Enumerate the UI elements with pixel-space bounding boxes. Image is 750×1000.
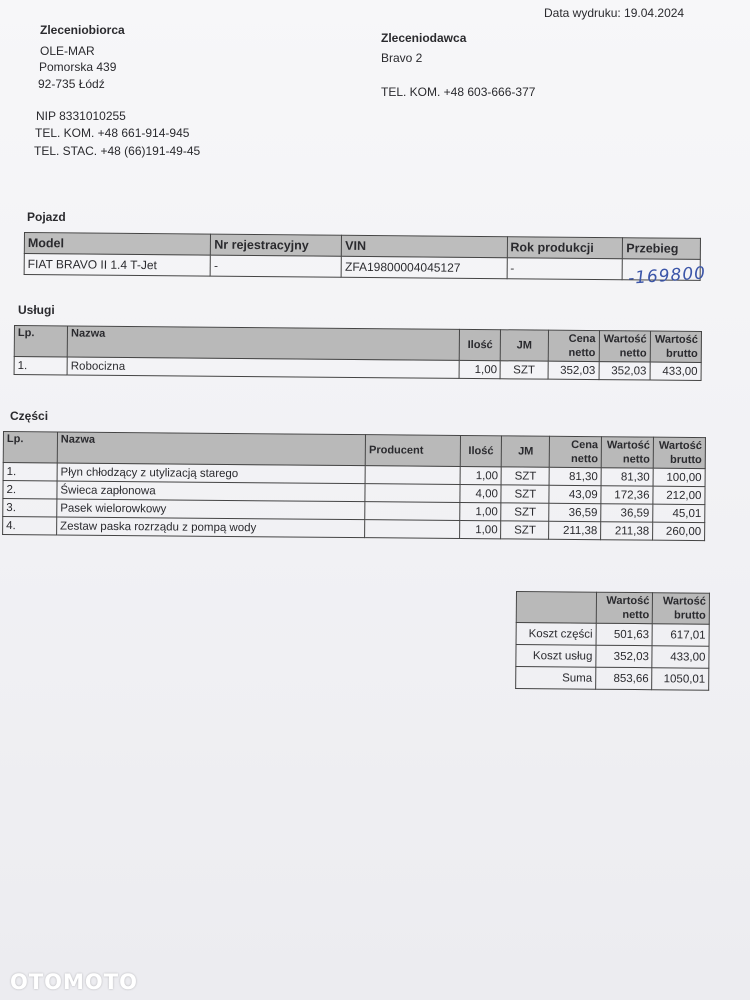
- cell-qty: 1,00: [460, 466, 502, 484]
- parts-header-producer: Producent: [365, 435, 460, 467]
- table-row: [516, 667, 709, 691]
- cell-qty: 1,00: [459, 520, 501, 538]
- contractor-name: OLE-MAR: [40, 44, 95, 58]
- cell-gross: 433,00: [650, 362, 701, 380]
- summary-net: 352,03: [596, 645, 653, 667]
- services-header-net: Wartość netto: [599, 331, 650, 362]
- cell-lp: 2.: [3, 481, 57, 499]
- summary-gross: 433,00: [652, 646, 709, 668]
- cell-lp: 3.: [3, 499, 57, 517]
- cell-net: 172,36: [601, 486, 653, 504]
- summary-gross: 1050,01: [652, 668, 709, 690]
- summary-table: [515, 591, 710, 691]
- contractor-street: Pomorska 439: [39, 60, 117, 74]
- parts-header-qty: Ilość: [460, 435, 502, 466]
- vehicle-reg: -: [210, 255, 341, 277]
- cell-price: 36,59: [549, 503, 601, 521]
- summary-net: 853,66: [596, 667, 653, 689]
- cell-gross: 45,01: [653, 504, 705, 522]
- services-header-unit: JM: [501, 330, 548, 361]
- vehicle-vin: ZFA19800004045127: [341, 256, 506, 278]
- cell-qty: 1,00: [460, 502, 502, 520]
- summary-label: Koszt części: [516, 623, 596, 646]
- table-row: [516, 623, 709, 647]
- handwritten-mileage: -169800: [627, 263, 707, 289]
- vehicle-model: FIAT BRAVO II 1.4 T-Jet: [24, 254, 211, 277]
- services-header-lp: Lp.: [14, 326, 67, 357]
- cell-name: Robocizna: [67, 357, 459, 378]
- summary-gross: 617,01: [652, 624, 709, 646]
- cell-price: 352,03: [548, 361, 599, 379]
- header-reg: Nr rejestracyjny: [211, 234, 342, 256]
- summary-label: Suma: [516, 667, 596, 690]
- cell-producer: [365, 484, 460, 503]
- summary-label: Koszt usług: [516, 645, 596, 668]
- cell-net: 36,59: [601, 504, 653, 522]
- parts-header-price: Cena netto: [550, 436, 602, 467]
- cell-lp: 4.: [3, 517, 57, 535]
- vehicle-year: -: [507, 258, 623, 280]
- cell-unit: SZT: [501, 521, 549, 539]
- cell-unit: SZT: [502, 467, 550, 485]
- services-section-title: Usługi: [18, 303, 55, 317]
- services-header-name: Nazwa: [67, 326, 459, 360]
- parts-table: [2, 431, 706, 541]
- client-title: Zleceniodawca: [381, 31, 467, 45]
- vehicle-section-title: Pojazd: [27, 210, 66, 224]
- cell-net: 352,03: [599, 362, 650, 380]
- services-header-qty: Ilość: [459, 329, 500, 360]
- cell-qty: 1,00: [459, 360, 500, 378]
- contractor-nip: NIP 8331010255: [36, 109, 126, 123]
- vehicle-row: [24, 254, 700, 281]
- parts-header-unit: JM: [502, 436, 550, 467]
- cell-name: Pasek wielorowkowy: [57, 499, 365, 520]
- cell-name: Świeca zapłonowa: [57, 481, 365, 502]
- table-row: [516, 645, 709, 669]
- summary-header-gross: Wartość brutto: [653, 593, 710, 624]
- cell-unit: SZT: [501, 503, 549, 521]
- cell-price: 211,38: [549, 521, 601, 539]
- cell-unit: SZT: [500, 361, 547, 379]
- cell-lp: 1.: [3, 463, 57, 481]
- cell-gross: 100,00: [653, 468, 705, 486]
- summary-header-blank: [516, 592, 596, 624]
- services-header-price: Cena netto: [548, 330, 599, 361]
- summary-net: 501,63: [596, 623, 653, 645]
- cell-name: Płyn chłodzący z utylizacją starego: [57, 463, 365, 484]
- vehicle-table: [24, 232, 701, 281]
- cell-gross: 212,00: [653, 486, 705, 504]
- cell-gross: 260,00: [653, 522, 705, 540]
- parts-header-net: Wartość netto: [601, 437, 653, 468]
- contractor-title: Zleceniobiorca: [40, 23, 125, 37]
- summary-header-net: Wartość netto: [596, 592, 653, 623]
- cell-price: 81,30: [549, 467, 601, 485]
- cell-net: 211,38: [601, 522, 653, 540]
- client-name: Bravo 2: [381, 51, 423, 65]
- print-date: Data wydruku: 19.04.2024: [544, 6, 685, 20]
- cell-name: Zestaw paska rozrządu z pompą wody: [57, 517, 365, 538]
- cell-unit: SZT: [501, 485, 549, 503]
- parts-header-gross: Wartość brutto: [653, 437, 705, 468]
- header-year: Rok produkcji: [507, 237, 623, 259]
- client-tel-kom: TEL. KOM. +48 603-666-377: [381, 85, 536, 99]
- services-header-gross: Wartość brutto: [650, 331, 701, 362]
- contractor-tel-kom: TEL. KOM. +48 661-914-945: [35, 126, 190, 140]
- summary-table-header: [516, 592, 709, 625]
- header-mileage: Przebieg: [623, 238, 701, 260]
- cell-producer: [365, 466, 460, 485]
- cell-producer: [365, 502, 460, 521]
- cell-qty: 4,00: [460, 484, 502, 502]
- header-vin: VIN: [342, 235, 507, 257]
- contractor-tel-stac: TEL. STAC. +48 (66)191-49-45: [34, 144, 201, 158]
- parts-header-name: Nazwa: [57, 432, 366, 466]
- contractor-city: 92-735 Łódź: [38, 77, 105, 91]
- otomoto-watermark-logo: OTOMOTO: [10, 970, 138, 994]
- cell-net: 81,30: [601, 468, 653, 486]
- header-model: Model: [24, 233, 211, 256]
- cell-producer: [365, 520, 460, 539]
- parts-section-title: Części: [10, 409, 49, 423]
- parts-header-lp: Lp.: [3, 432, 57, 463]
- cell-price: 43,09: [549, 485, 601, 503]
- services-table: [14, 325, 702, 381]
- cell-lp: 1.: [14, 357, 67, 375]
